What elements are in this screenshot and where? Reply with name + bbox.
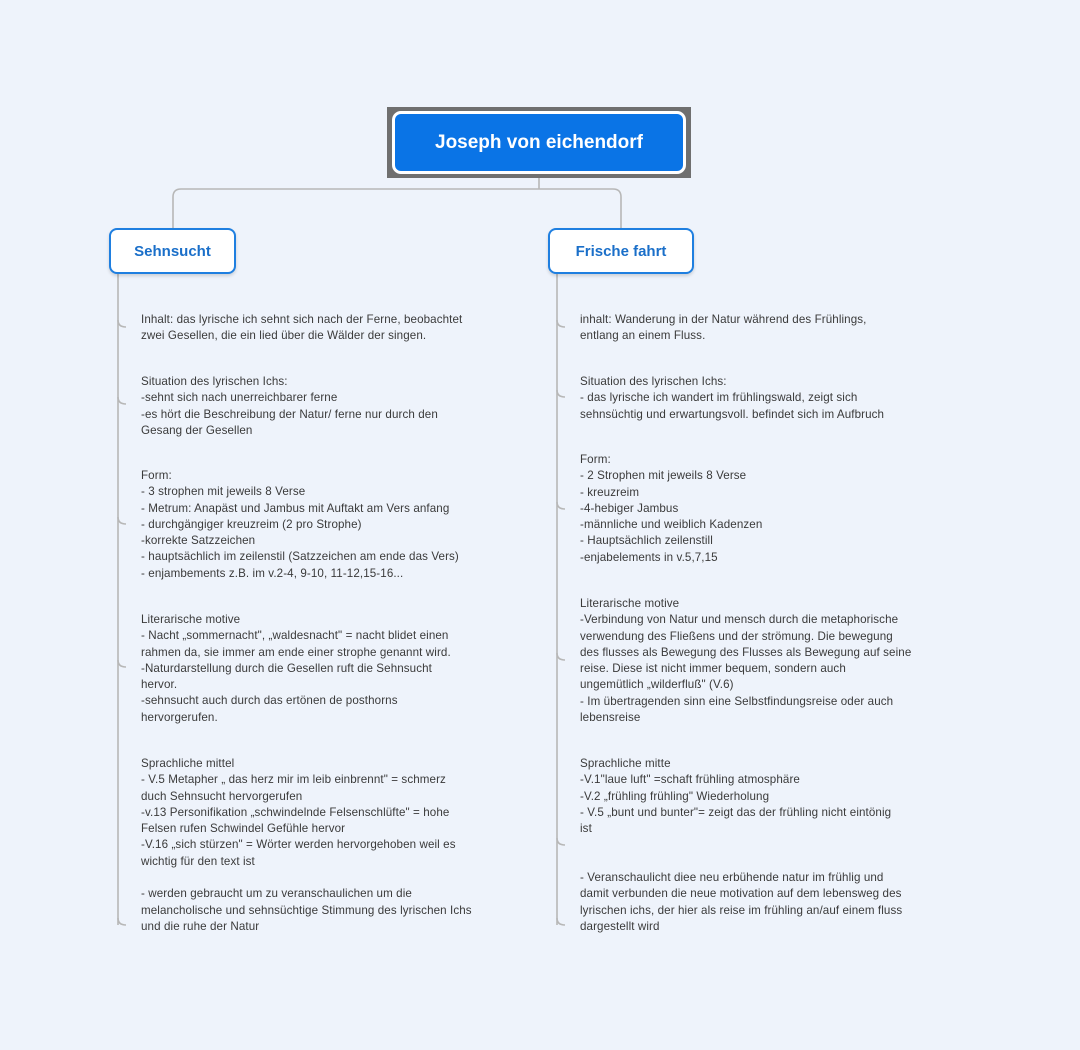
connector-left-tick-5: [118, 918, 126, 925]
connector-left-tick-2: [118, 397, 126, 404]
connector-right-tick-4: [557, 653, 565, 660]
root-node[interactable]: Joseph von eichendorf: [392, 111, 686, 174]
note-right-fazit: - Veranschaulicht diee neu erbühende natur im frühlig und damit verbunden die neue motivation auf dem lebensweg des lyrischen ichs, der hier als reise im frühling an/auf einem fluss dargestellt wird: [580, 871, 903, 933]
note-right-motive: Literarische motive -Verbindung von Natur und mensch durch die metaphorische verwendung des Fließens und der strömung. Die bewegung des flusses als Bewegung des Flusses als Bewegung auf seine reise. Diese ist nicht immer bequem, sondern auch ungemütlich „wilderfluß" (V.6) - Im übertragenden sinn eine Selbstfindungsreise oder auch lebensreise: [580, 597, 912, 725]
connector-right-tick-1: [557, 320, 565, 327]
connector-root-to-right: [539, 189, 621, 228]
note-left-sprachliche-mittel: Sprachliche mittel - V.5 Metapher „ das herz mir im leib einbrennt" = schmerz duch Sehnsucht hervorgerufen -v.13 Personifikation „schwindelnde Felsenschlüfte" = hohe Felsen rufen Schwindel Gefühle hervor -V.16 „sich stürzen" = Wörter werden hervorgehoben weil es wichtig für den text ist - werden gebraucht um zu veranschaulichen um die melancholische und sehnsüchtige Stimmung des lyrischen Ichs und die ruhe der Natur: [141, 757, 472, 933]
connector-right-tick-6: [557, 918, 565, 925]
branch-node-sehnsucht[interactable]: Sehnsucht: [109, 228, 236, 274]
connector-right-tick-5: [557, 838, 565, 845]
note-left-motive: Literarische motive - Nacht „sommernacht", „waldesnacht" = nacht blidet einen rahmen da, sie immer am ende einer strophe genannt wird. -Naturdarstellung durch die Gesellen ruft die Sehnsucht hervor. -sehnsucht auch durch das ertönen de posthorns hervorgerufen.: [141, 613, 451, 724]
connector-left-tick-4: [118, 660, 126, 667]
connector-left-tick-3: [118, 517, 126, 524]
note-right-inhalt: inhalt: Wanderung in der Natur während des Frühlings, entlang an einem Fluss.: [580, 313, 867, 343]
connector-right-tick-3: [557, 502, 565, 509]
connector-right-tick-2: [557, 390, 565, 397]
note-right-situation: Situation des lyrischen Ichs: - das lyrische ich wandert im frühlingswald, zeigt sich sehnsüchtig und erwartungsvoll. befindet sich im Aufbruch: [580, 375, 885, 421]
root-node-frame[interactable]: [387, 107, 691, 178]
note-left-situation: Situation des lyrischen Ichs: -sehnt sich nach unerreichbarer ferne -es hört die Beschreibung der Natur/ ferne nur durch den Gesang der Gesellen: [141, 375, 438, 437]
note-left-inhalt: Inhalt: das lyrische ich sehnt sich nach der Ferne, beobachtet zwei Gesellen, die ein lied über die Wälder der singen.: [141, 313, 463, 343]
note-left-form: Form: - 3 strophen mit jeweils 8 Verse - Metrum: Anapäst und Jambus mit Auftakt am Vers anfang - durchgängiger kreuzreim (2 pro Strophe) -korrekte Satzzeichen - hauptsächlich im zeilenstil (Satzzeichen am ende das Vers) - enjambements z.B. im v.2-4, 9-10, 11-12,15-16...: [141, 469, 459, 580]
connector-left-tick-1: [118, 320, 126, 327]
note-right-sprachliche-mitte: Sprachliche mitte -V.1"laue luft" =schaft frühling atmosphäre -V.2 „frühling frühling" Wiederholung - V.5 „bunt und bunter"= zeigt das der frühling nicht eintönig ist: [580, 757, 892, 836]
note-right-form: Form: - 2 Strophen mit jeweils 8 Verse - kreuzreim -4-hebiger Jambus -männliche und weiblich Kadenzen - Hauptsächlich zeilenstill -enjabelements in v.5,7,15: [580, 453, 763, 564]
connector-root-to-left: [173, 189, 539, 228]
branch-node-frische-fahrt[interactable]: Frische fahrt: [548, 228, 694, 274]
